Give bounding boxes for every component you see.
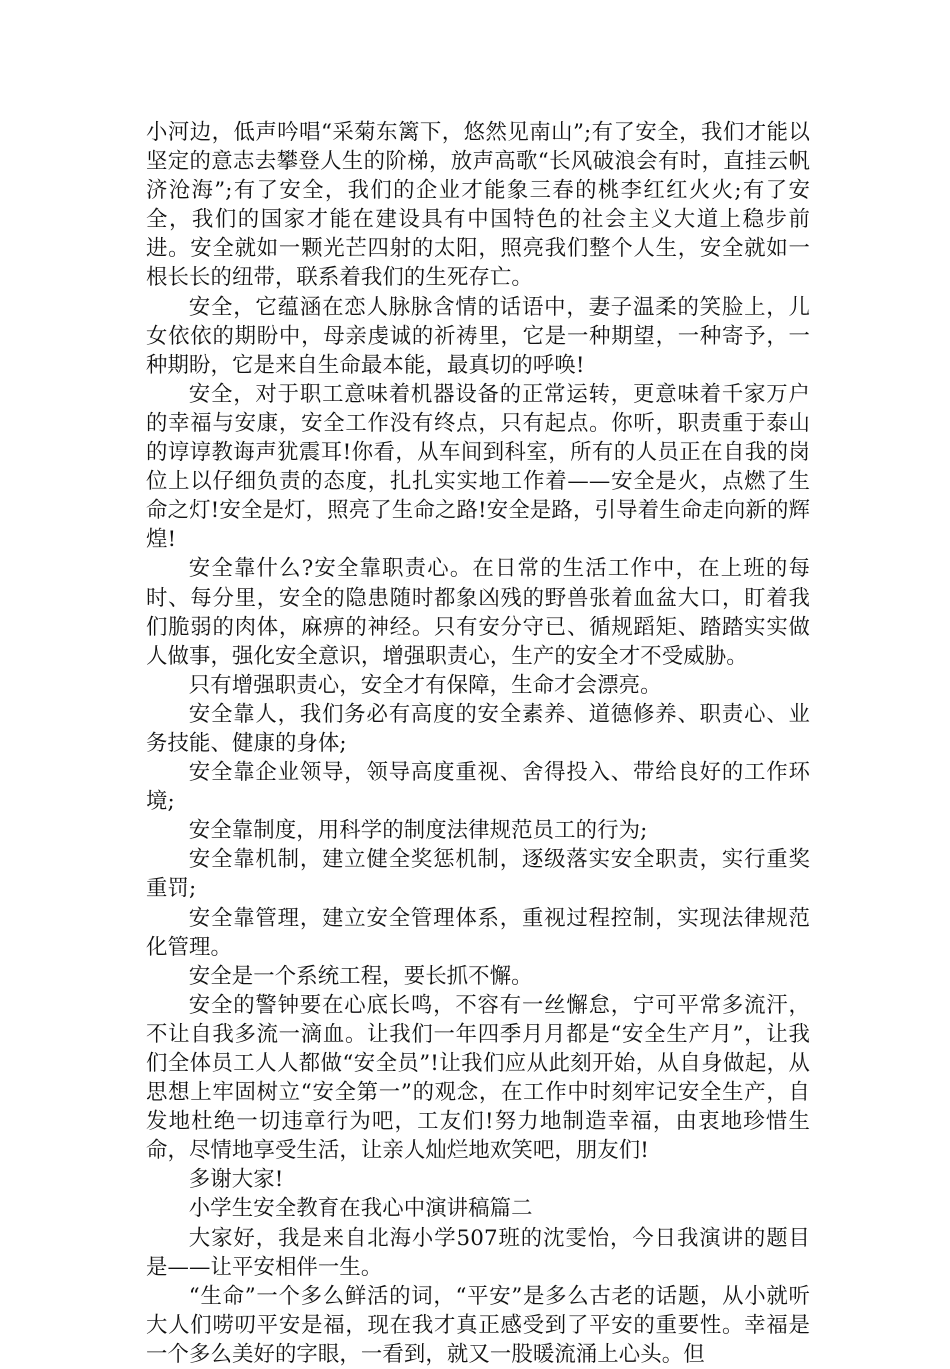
paragraph-11: 安全是一个系统工程，要长抓不懈。	[188, 963, 533, 989]
paragraph-15: 大家好，我是来自北海小学507班的沈雯怡，今日我演讲的题目是——让平安相伴一生。	[146, 1225, 810, 1280]
paragraph-10: 安全靠管理，建立安全管理体系，重视过程控制，实现法律规范化管理。	[146, 905, 810, 960]
paragraph-7: 安全靠企业领导，领导高度重视、舍得投入、带给良好的工作环境;	[146, 760, 810, 815]
paragraph-4: 安全靠什么?安全靠职责心。在日常的生活工作中，在上班的每时、每分里，安全的隐患随时都象凶残的野兽张着血盆大口，盯着我们脆弱的肉体，麻痹的神经。只有安分守已、循规蹈矩、踏踏实实做人做事，强化安全意识，增强职责心，生产的安全才不受威胁。	[146, 556, 810, 669]
paragraph-12: 安全的警钟要在心底长鸣，不容有一丝懈怠，宁可平常多流汗，不让自我多流一滴血。让我们一年四季月月都是“安全生产月”，让我们全体员工人人都做“安全员”!让我们应从此刻开始，从自身做起，从思想上牢固树立“安全第一”的观念，在工作中时刻牢记安全生产，自发地杜绝一切违章行为吧，工友们!努力地制造幸福，由衷地珍惜生命，尽情地享受生活，让亲人灿烂地欢笑吧，朋友们!	[146, 992, 810, 1164]
paragraph-6: 安全靠人，我们务必有高度的安全素养、道德修养、职责心、业务技能、健康的身体;	[146, 701, 810, 756]
paragraph-13: 多谢大家!	[188, 1167, 284, 1193]
paragraph-1: 小河边，低声吟唱“采菊东篱下，悠然见南山”;有了安全，我们才能以坚定的意志去攀登人生的阶梯，放声高歌“长风破浪会有时，直挂云帆济沧海”;有了安全，我们的企业才能象三春的桃李红红火火;有了安全，我们的国家才能在建设具有中国特色的社会主义大道上稳步前进。安全就如一颗光芒四射的太阳，照亮我们整个人生，安全就如一根长长的纽带，联系着我们的生死存亡。	[146, 120, 810, 291]
section-heading: 小学生安全教育在我心中演讲稿篇二	[188, 1196, 533, 1222]
paragraph-9: 安全靠机制，建立健全奖惩机制，逐级落实安全职责，实行重奖重罚;	[146, 847, 810, 902]
paragraph-3: 安全，对于职工意味着机器设备的正常运转，更意味着千家万户的幸福与安康，安全工作没有终点，只有起点。你听，职责重于泰山的谆谆教诲声犹震耳!你看，从车间到科室，所有的人员正在自我的岗位上以仔细负责的态度，扎扎实实地工作着——安全是火，点燃了生命之灯!安全是灯，照亮了生命之路!安全是路，引导着生命走向新的辉煌!	[146, 381, 810, 553]
paragraph-8: 安全靠制度，用科学的制度法律规范员工的行为;	[188, 818, 648, 844]
document-body	[146, 118, 810, 1369]
paragraph-5: 只有增强职责心，安全才有保障，生命才会漂亮。	[188, 672, 662, 698]
paragraph-16: “生命”一个多么鲜活的词，“平安”是多么古老的话题，从小就听大人们唠叨平安是福，现在我才真正感受到了平安的重要性。幸福是一个多么美好的字眼，一看到，就又一股暖流涌上心头。但	[146, 1283, 810, 1367]
paragraph-2: 安全，它蕴涵在恋人脉脉含情的话语中，妻子温柔的笑脸上，儿女依依的期盼中，母亲虔诚的祈祷里，它是一种期望，一种寄予，一种期盼，它是来自生命最本能，最真切的呼唤!	[146, 294, 810, 378]
